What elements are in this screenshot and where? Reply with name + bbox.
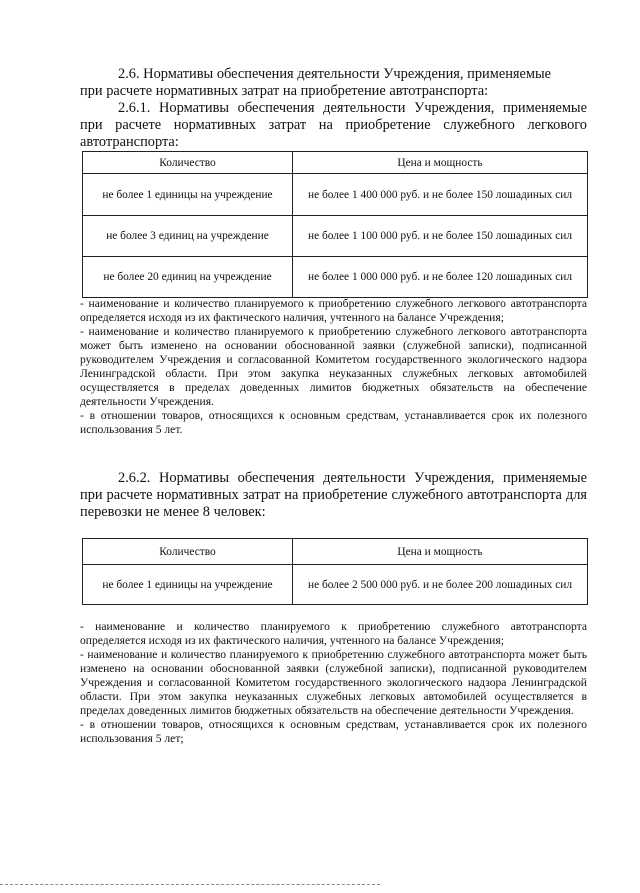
- table-row: [83, 216, 588, 257]
- note-paragraph: - наименование и количество планируемого к приобретению служебного легкового автотранспорта определяется исходя из их фактического наличия, учтенного на балансе Учреждения;: [80, 297, 587, 324]
- section-2-6-heading: [80, 66, 587, 100]
- section-2-6-1-notes: [80, 297, 587, 437]
- cell-price-power: не более 1 100 000 руб. и не более 150 лошадиных сил: [293, 216, 588, 257]
- section-2-6-line2: при расчете нормативных затрат на приобретение автотранспорта:: [80, 83, 489, 99]
- cell-quantity: не более 1 единицы на учреждение: [83, 174, 293, 216]
- cell-price-power: не более 1 400 000 руб. и не более 150 лошадиных сил: [293, 174, 588, 216]
- note-paragraph: - в отношении товаров, относящихся к основным средствам, устанавливается срок их полезного использования 5 лет.: [80, 409, 587, 436]
- section-2-6-2-notes: [80, 620, 587, 746]
- table-row: [83, 257, 588, 298]
- column-header-price-power: Цена и мощность: [293, 152, 588, 174]
- table-header-row: [83, 539, 588, 565]
- column-header-price-power: Цена и мощность: [293, 539, 588, 565]
- cell-quantity: не более 20 единиц на учреждение: [83, 257, 293, 298]
- note-paragraph: - в отношении товаров, относящихся к основным средствам, устанавливается срок их полезного использования 5 лет;: [80, 718, 587, 745]
- page-bottom-divider: [0, 884, 380, 885]
- cell-price-power: не более 2 500 000 руб. и не более 200 лошадиных сил: [293, 565, 588, 605]
- table-header-row: [83, 152, 588, 174]
- cell-price-power: не более 1 000 000 руб. и не более 120 лошадиных сил: [293, 257, 588, 298]
- column-header-quantity: Количество: [83, 152, 293, 174]
- column-header-quantity: Количество: [83, 539, 293, 565]
- note-paragraph: - наименование и количество планируемого к приобретению служебного автотранспорта может быть изменено на основании обоснованной заявки (служебной записки), подписанной руководителем Учреждения и согласованной Комитетом государственного экологического надзора Ленинградской области. При этом закупка неуказанных служебных легковых автомобилей осуществляется в пределах доведенных лимитов бюджетных обязательств на обеспечение деятельности Учреждения.: [80, 648, 587, 717]
- note-paragraph: - наименование и количество планируемого к приобретению служебного автотранспорта определяется исходя из их фактического наличия, учтенного на балансе Учреждения;: [80, 620, 587, 647]
- table-row: [83, 565, 588, 605]
- cell-quantity: не более 1 единицы на учреждение: [83, 565, 293, 605]
- section-2-6-line1: 2.6. Нормативы обеспечения деятельности Учреждения, применяемые: [118, 66, 552, 82]
- section-2-6-2-heading: 2.6.2. Нормативы обеспечения деятельности Учреждения, применяемые при расчете нормативных затрат на приобретение служебного автотранспорта для перевозки не менее 8 человек:: [80, 470, 587, 520]
- cell-quantity: не более 3 единиц на учреждение: [83, 216, 293, 257]
- section-2-6-1-heading: 2.6.1. Нормативы обеспечения деятельности Учреждения, применяемые при расчете нормативных затрат на приобретение служебного легкового автотранспорта:: [80, 100, 587, 150]
- table-row: [83, 174, 588, 216]
- passenger-vehicle-norms-table: [82, 538, 588, 605]
- note-paragraph: - наименование и количество планируемого к приобретению служебного легкового автотранспорта может быть изменено на основании обоснованной заявки (служебной записки), подписанной руководителем Учреждения и согласованной Комитетом государственного экологического надзора Ленинградской области. При этом закупка неуказанных служебных легковых автомобилей осуществляется в пределах доведенных лимитов бюджетных обязательств на обеспечение деятельности Учреждения.: [80, 325, 587, 408]
- vehicle-norms-table: [82, 151, 588, 298]
